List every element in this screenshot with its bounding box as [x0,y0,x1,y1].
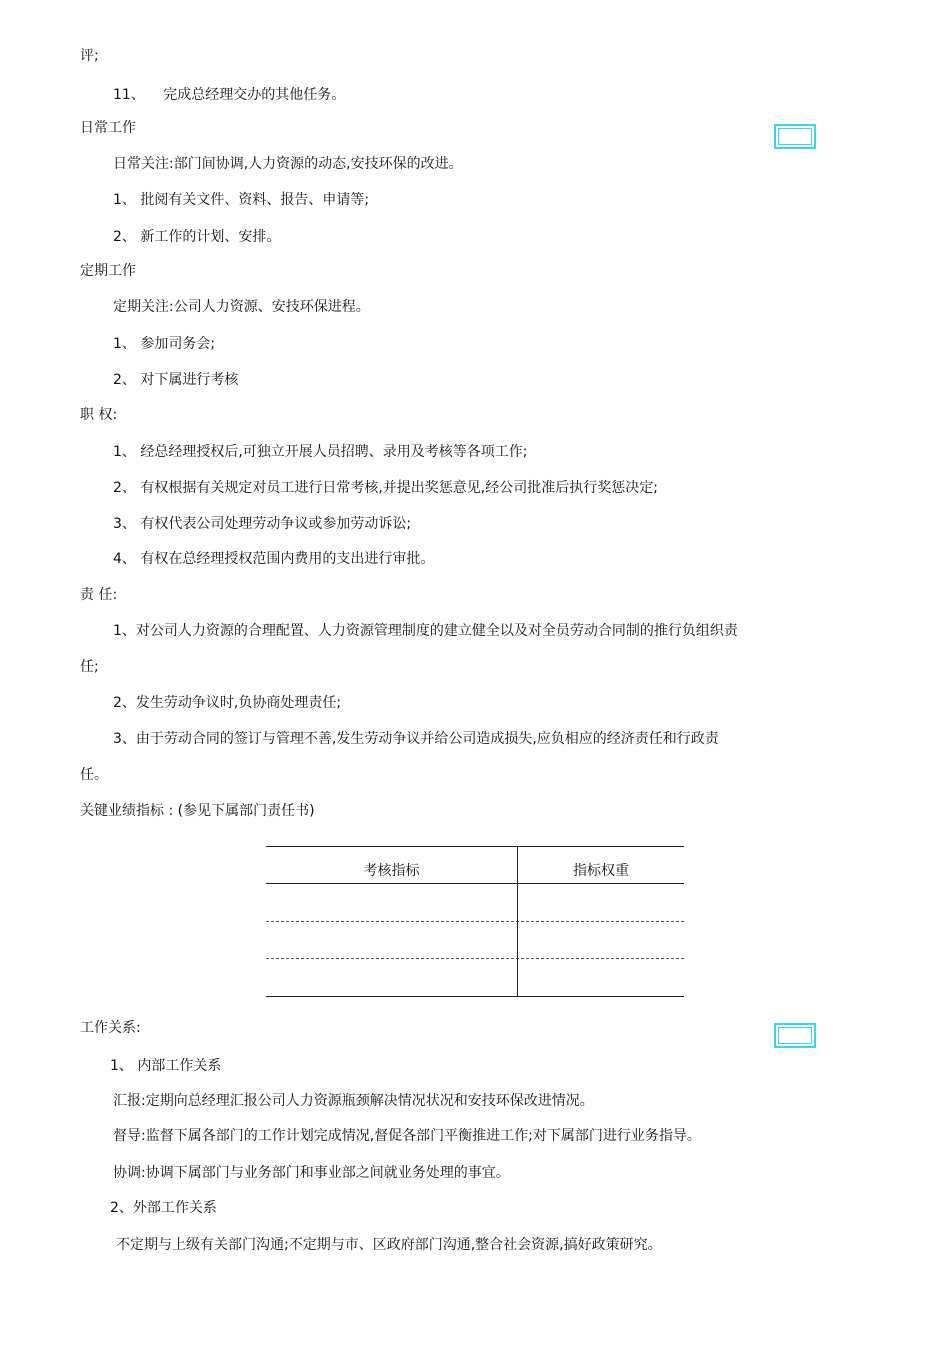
section-heading-responsibility: 责 任: [80,587,118,603]
list-item: 1、 参加司务会; [113,336,216,352]
table-top-rule [266,846,684,847]
text-line: 定期关注:公司人力资源、安技环保进程。 [113,299,370,315]
subsection-heading: 1、 内部工作关系 [110,1058,222,1074]
section-heading-periodic: 定期工作 [80,263,136,279]
list-item: 1、 经总经理授权后,可独立开展人员招聘、录用及考核等各项工作; [113,444,528,460]
table-header-rule [266,883,684,884]
text-line: 督导:监督下属各部门的工作计划完成情况,督促各部门平衡推进工作;对下属部门进行业务指导。 [113,1128,701,1144]
table-bottom-rule [266,996,684,997]
list-item: 2、 新工作的计划、安排。 [113,229,281,245]
section-heading-relations: 工作关系: [80,1020,141,1036]
text-line: 评; [80,48,99,64]
text-line: 汇报:定期向总经理汇报公司人力资源瓶颈解决情况状况和安技环保改进情况。 [113,1093,594,1109]
section-heading-authority: 职 权: [80,407,118,423]
list-item: 4、 有权在总经理授权范围内费用的支出进行审批。 [113,551,435,567]
kpi-table [266,846,684,997]
list-item: 1、 批阅有关文件、资料、报告、申请等; [113,192,370,208]
table-column-divider [517,846,518,997]
list-item-11 [113,86,345,104]
list-item: 2、 有权根据有关规定对员工进行日常考核,并提出奖惩意见,经公司批准后执行奖惩决定; [113,480,658,496]
list-number: 11、 [113,87,145,103]
text-line: 协调:协调下属部门与业务部门和事业部之间就业务处理的事宜。 [113,1165,510,1181]
text-line: 不定期与上级有关部门沟通;不定期与市、区政府部门沟通,整合社会资源,搞好政策研究。 [116,1237,662,1253]
text-line: 任。 [80,767,108,783]
text-line: 任; [80,659,99,675]
subsection-heading: 2、外部工作关系 [110,1200,217,1216]
table-header-indicator: 考核指标 [363,863,420,879]
list-item: 2、 对下属进行考核 [113,372,239,388]
list-item: 3、由于劳动合同的签订与管理不善,发生劳动争议并给公司造成损失,应负相应的经济责任和行政责 [113,731,719,747]
list-item: 1、对公司人力资源的合理配置、人力资源管理制度的建立健全以及对全员劳动合同制的推行负组织责 [113,623,738,639]
section-heading-daily: 日常工作 [80,120,136,136]
list-text: 完成总经理交办的其他任务。 [163,87,346,103]
text-line: 日常关注:部门间协调,人力资源的动态,安技环保的改进。 [113,156,463,172]
list-item: 3、 有权代表公司处理劳动争议或参加劳动诉讼; [113,516,412,532]
list-item: 2、发生劳动争议时,负协商处理责任; [113,695,342,711]
section-heading-kpi: 关键业绩指标 : (参见下属部门责任书) [80,803,315,819]
table-header-weight: 指标权重 [573,863,629,879]
frame-marker-icon [774,124,816,149]
frame-marker-icon [774,1023,816,1048]
table-row-divider [266,921,684,922]
table-row-divider [266,958,684,959]
